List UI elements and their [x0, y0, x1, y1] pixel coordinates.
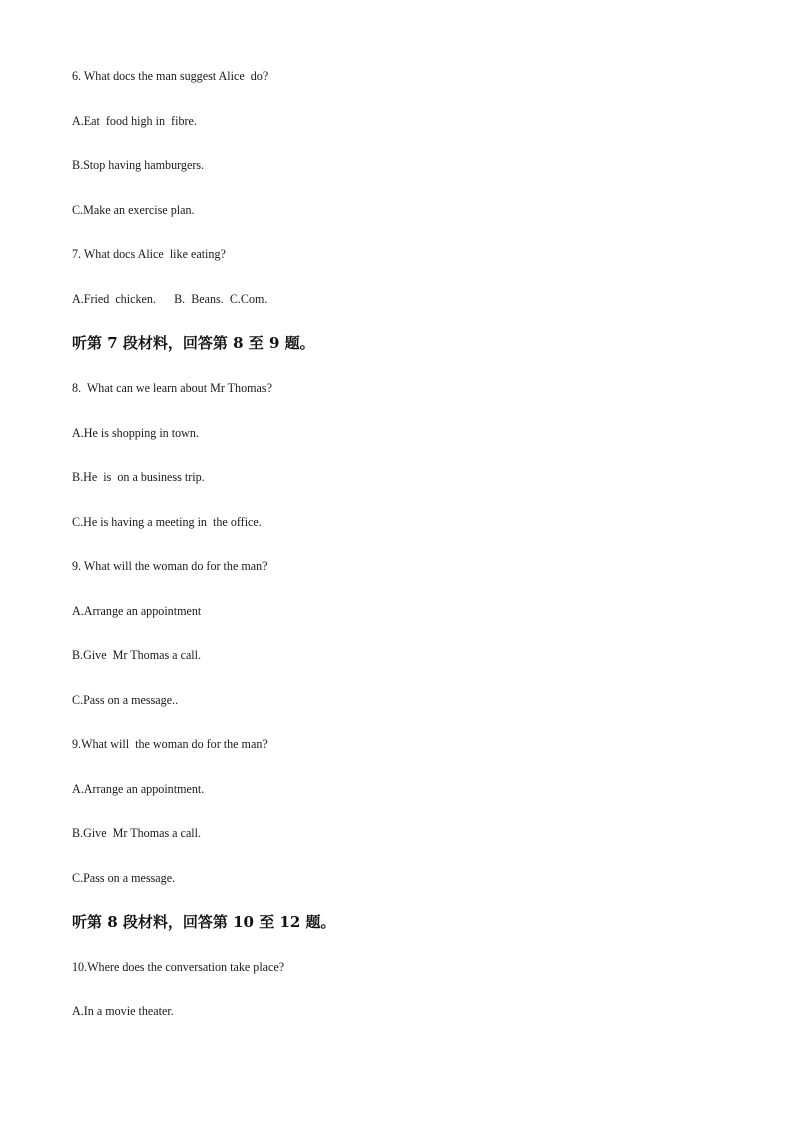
option-9a-repeat: A.Arrange an appointment. — [72, 781, 205, 796]
option-6b: B.Stop having hamburgers. — [72, 157, 205, 172]
option-8b: B.He is on a business trip. — [72, 469, 205, 484]
option-10a: A.In a movie theater. — [72, 1003, 174, 1018]
option-9c: C.Pass on a message.. — [72, 692, 179, 707]
section-heading-8: 听第 8 段材料，回答第 10 至 12 题。 — [72, 913, 336, 931]
option-6c: C.Make an exercise plan. — [72, 202, 195, 217]
option-6a: A.Eat food high in fibre. — [72, 113, 197, 128]
option-9b: B.Give Mr Thomas a call. — [72, 647, 202, 662]
section-heading-7: 听第 7 段材料，回答第 8 至 9 题。 — [72, 334, 315, 352]
option-8a: A.He is shopping in town. — [72, 425, 199, 440]
option-9b-repeat: B.Give Mr Thomas a call. — [72, 825, 202, 840]
question-8: 8. What can we learn about Mr Thomas? — [72, 380, 272, 395]
question-9-repeat: 9.What will the woman do for the man? — [72, 736, 268, 751]
options-7: A.Fried chicken. B. Beans. C.Com. — [72, 291, 268, 306]
option-8c: C.He is having a meeting in the office. — [72, 514, 262, 529]
option-9a: A.Arrange an appointment — [72, 603, 202, 618]
question-10: 10.Where does the conversation take place? — [72, 959, 285, 974]
question-6: 6. What docs the man suggest Alice do? — [72, 68, 269, 83]
question-9: 9. What will the woman do for the man? — [72, 558, 268, 573]
question-7: 7. What docs Alice like eating? — [72, 246, 226, 261]
option-9c-repeat: C.Pass on a message. — [72, 870, 176, 885]
